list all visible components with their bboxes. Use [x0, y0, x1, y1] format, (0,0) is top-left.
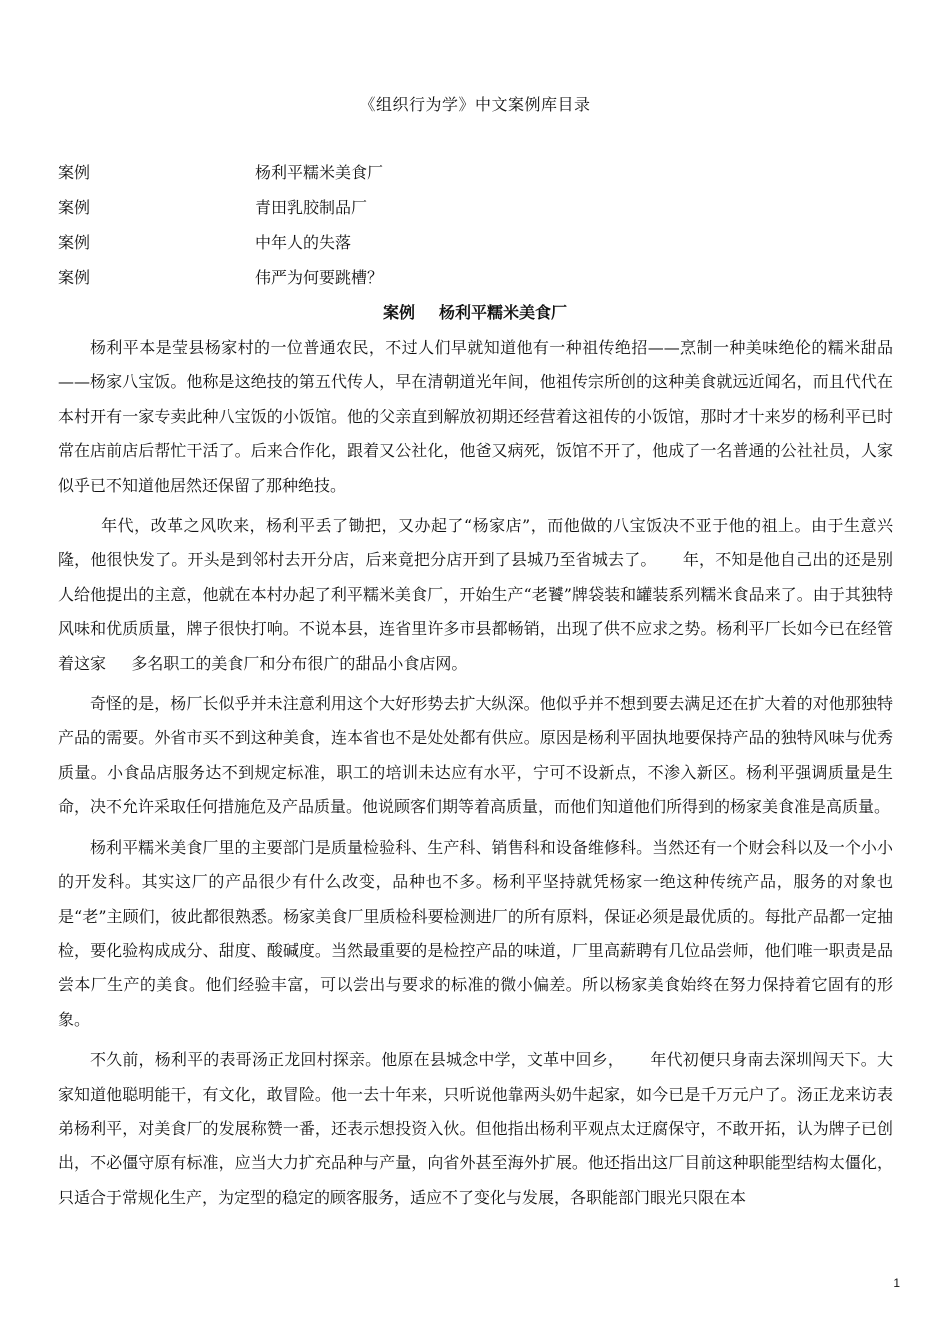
case-heading — [0, 300, 950, 323]
case-body — [58, 331, 893, 1221]
toc-entry[interactable] — [58, 195, 898, 230]
toc-entry-label: 案例 — [58, 198, 91, 217]
document-title: 《组织行为学》中文案例库目录 — [359, 95, 591, 114]
toc-entry[interactable] — [58, 160, 898, 195]
body-paragraph: 年代，改革之风吹来，杨利平丢了锄把，又办起了“杨家店”，而他做的八宝饭决不亚于他的祖上。由于生意兴隆，他很快发了。开头是到邻村去开分店，后来竟把分店开到了县城乃至省城去了。 年，不知是他自己出的还是别人给他提出的主意，他就在本村办起了利平糯米美食厂，开始生产“老饕”牌袋装和罐装系列糯米食品来了。由于其独特风味和优质质量，牌子很快打响。不说本县，连省里许多市县都畅销，出现了供不应求之势。杨利平厂长如今已在经管着这家 多名职工的美食厂和分布很广的甜品小食店网。 — [58, 516, 893, 673]
toc-entry[interactable] — [58, 265, 898, 300]
toc-entry-label: 案例 — [58, 233, 91, 252]
body-paragraph: 杨利平糯米美食厂里的主要部门是质量检验科、生产科、销售科和设备维修科。当然还有一个财会科以及一个小小的开发科。其实这厂的产品很少有什么改变，品种也不多。杨利平坚持就凭杨家一绝这种传统产品，服务的对象也是“老”主顾们，彼此都很熟悉。杨家美食厂里质检科要检测进厂的所有原料，保证必须是最优质的。每批产品都一定抽检，要化验构成成分、甜度、酸碱度。当然最重要的是检控产品的味道，厂里高薪聘有几位品尝师，他们唯一职责是品尝本厂生产的美食。他们经验丰富，可以尝出与要求的标准的微小偏差。所以杨家美食始终在努力保持着它固有的形象。 — [58, 837, 893, 1029]
toc-entry-title: 杨利平糯米美食厂 — [255, 163, 384, 182]
toc-entry-title: 中年人的失落 — [255, 233, 352, 252]
toc-entry-label: 案例 — [58, 163, 91, 182]
toc-entry-title: 伟严为何要跳槽？ — [255, 268, 384, 287]
body-paragraph: 杨利平本是莹县杨家村的一位普通农民，不过人们早就知道他有一种祖传绝招——烹制一种美味绝伦的糯米甜品——杨家八宝饭。他称是这绝技的第五代传人，早在清朝道光年间，他祖传宗所创的这种美食就远近闻名，而且代代在本村开有一家专卖此种八宝饭的小饭馆。他的父亲直到解放初期还经营着这祖传的小饭馆，那时才十来岁的杨利平已时常在店前店后帮忙干活了。后来合作化，跟着又公社化，他爸又病死，饭馆不开了，他成了一名普通的公社社员，人家似乎已不知道他居然还保留了那种绝技。 — [58, 338, 893, 495]
toc-entry[interactable] — [58, 230, 898, 265]
case-heading-label: 案例 — [382, 303, 415, 322]
page-number: 1 — [893, 1276, 900, 1290]
case-heading-title: 杨利平糯米美食厂 — [439, 303, 568, 322]
toc-entry-label: 案例 — [58, 268, 91, 287]
toc-entry-title: 青田乳胶制品厂 — [255, 198, 368, 217]
body-paragraph: 不久前，杨利平的表哥汤正龙回村探亲。他原在县城念中学，文革中回乡， 年代初便只身南去深圳闯天下。大家知道他聪明能干，有文化，敢冒险。他一去十年来，只听说他靠两头奶牛起家，如今已是千万元户了。汤正龙来访表弟杨利平，对美食厂的发展称赞一番，还表示想投资入伙。但他指出杨利平观点太迂腐保守，不敢开拓，认为牌子已创出，不必僵守原有标准，应当大力扩充品种与产量，向省外甚至海外扩展。他还指出这厂目前这种职能型结构太僵化，只适合于常规化生产，为定型的稳定的顾客服务，适应不了变化与发展，各职能部门眼光只限在本 — [58, 1050, 893, 1207]
table-of-contents — [58, 160, 898, 300]
body-paragraph: 奇怪的是，杨厂长似乎并未注意利用这个大好形势去扩大纵深。他似乎并不想到要去满足还在扩大着的对他那独特产品的需要。外省市买不到这种美食，连本省也不是处处都有供应。原因是杨利平固执地要保持产品的独特风味与优秀质量。小食品店服务达不到规定标准，职工的培训未达应有水平，宁可不设新点，不渗入新区。杨利平强调质量是生命，决不允许采取任何措施危及产品质量。他说顾客们期等着高质量，而他们知道他们所得到的杨家美食准是高质量。 — [58, 694, 893, 817]
